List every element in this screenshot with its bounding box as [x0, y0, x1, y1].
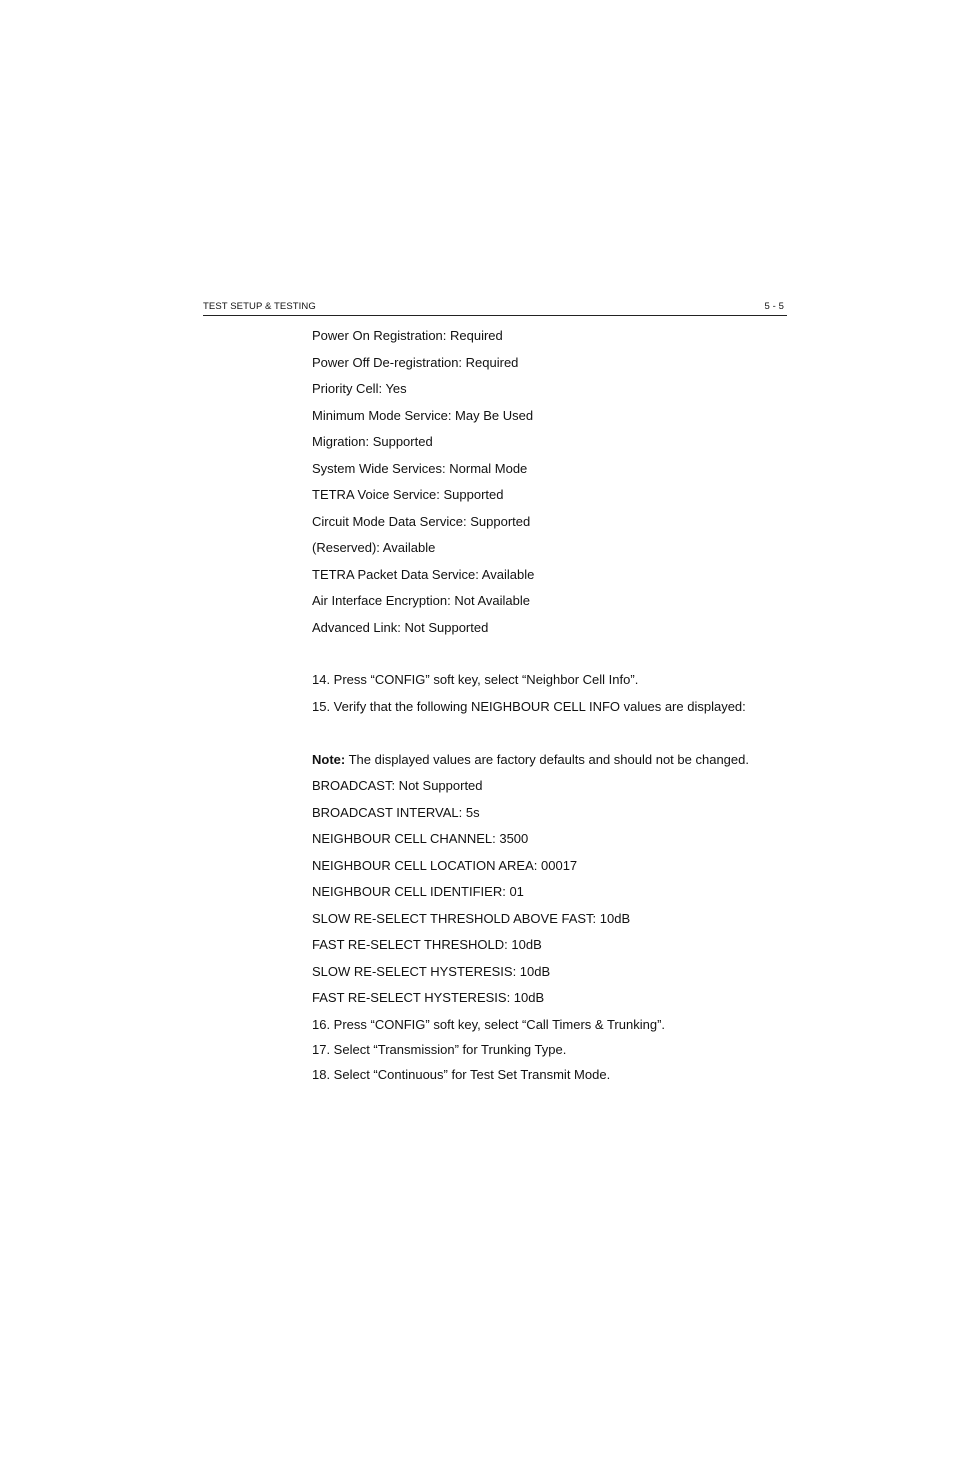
cell-info-line: Minimum Mode Service: May Be Used — [312, 407, 534, 423]
cell-info-line: System Wide Services: Normal Mode — [312, 460, 528, 476]
neighbour-info-line: SLOW RE-SELECT THRESHOLD ABOVE FAST: 10dB — [312, 910, 631, 926]
page-number: 5 - 5 — [764, 301, 784, 312]
note-text: The displayed values are factory defaults and should not be changed. — [345, 751, 749, 767]
neighbour-info-line: NEIGHBOUR CELL LOCATION AREA: 00017 — [312, 857, 578, 873]
step-15: 15. Verify that the following NEIGHBOUR CELL INFO values are displayed: — [312, 698, 746, 714]
page-header — [203, 300, 787, 316]
cell-info-line: Advanced Link: Not Supported — [312, 619, 489, 635]
cell-info-line: (Reserved): Available — [312, 540, 436, 555]
step-17: 17. Select “Transmission” for Trunking Type. — [312, 1041, 567, 1057]
neighbour-info-line: BROADCAST INTERVAL: 5s — [312, 804, 480, 820]
step-18: 18. Select “Continuous” for Test Set Transmit Mode. — [312, 1066, 611, 1082]
cell-info-line: Circuit Mode Data Service: Supported — [312, 513, 531, 529]
neighbour-info-line: NEIGHBOUR CELL IDENTIFIER: 01 — [312, 884, 524, 899]
section-title: TEST SETUP & TESTING — [203, 301, 316, 312]
step-14: 14. Press “CONFIG” soft key, select “Neighbor Cell Info”. — [312, 672, 639, 687]
note-label: Note: — [312, 751, 346, 767]
cell-info-line: Migration: Supported — [312, 434, 433, 449]
neighbour-info-line: FAST RE-SELECT THRESHOLD: 10dB — [312, 937, 542, 952]
cell-info-line: Power Off De-registration: Required — [312, 354, 519, 370]
neighbour-info-line: FAST RE-SELECT HYSTERESIS: 10dB — [312, 990, 545, 1005]
cell-info-line: Priority Cell: Yes — [312, 381, 407, 396]
step-16: 16. Press “CONFIG” soft key, select “Call Timers & Trunking”. — [312, 1016, 666, 1032]
neighbour-info-line: BROADCAST: Not Supported — [312, 778, 483, 793]
neighbour-info-line: NEIGHBOUR CELL CHANNEL: 3500 — [312, 831, 529, 846]
cell-info-line: TETRA Voice Service: Supported — [312, 487, 504, 502]
cell-info-line: Air Interface Encryption: Not Available — [312, 593, 530, 608]
cell-info-line: TETRA Packet Data Service: Available — [312, 566, 535, 582]
cell-info-line: Power On Registration: Required — [312, 328, 503, 343]
note — [312, 750, 749, 770]
neighbour-info-line: SLOW RE-SELECT HYSTERESIS: 10dB — [312, 963, 551, 979]
